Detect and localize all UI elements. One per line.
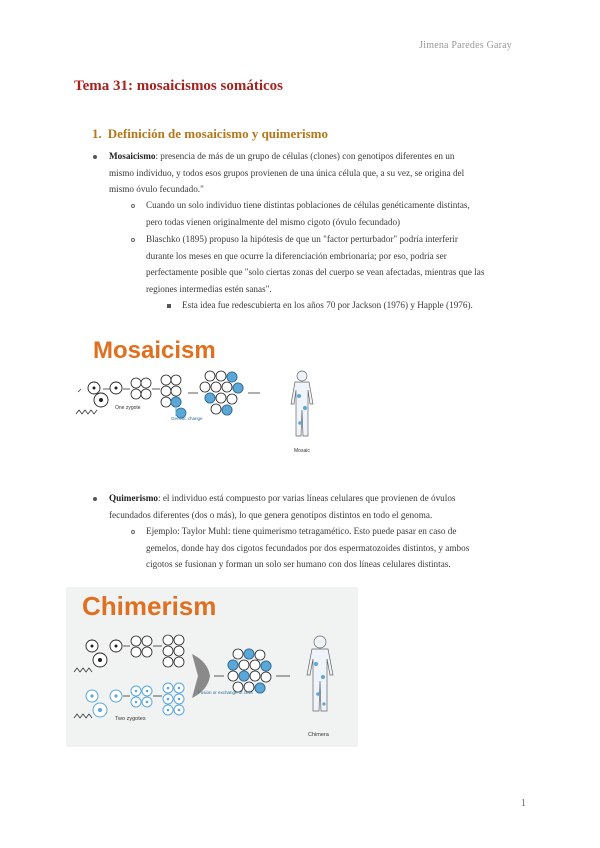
mosaicismo-line1: : presencia de más de un grupo de células (clones) con genotipos diferentes en un — [155, 151, 455, 161]
section-title: Definición de mosaicismo y quimerismo — [107, 126, 329, 141]
mosaicismo-paragraph — [109, 148, 529, 198]
mosaicismo-line3: mismo óvulo fecundado." — [109, 184, 204, 195]
sub-bullet-icon — [131, 238, 135, 242]
human-figure-icon — [291, 371, 313, 436]
quimerismo-sub1 — [146, 523, 546, 573]
section-heading — [92, 126, 334, 142]
figure1-title: Mosaicism — [93, 337, 216, 364]
quimerismo-line1: : el individuo está compuesto por varias líneas celulares que provienen de óvulos — [158, 493, 456, 503]
figure1-zygote-label: One zygote — [115, 405, 141, 411]
mosaicismo-sub2-line4: regiones intermedias estén sanas". — [146, 283, 272, 294]
quimerismo-paragraph — [109, 490, 529, 523]
mosaicismo-sub1-line2: pero todas vienen originalmente del mismo cigoto (óvulo fecundado) — [146, 216, 401, 227]
figure2-fusion-label: Fusion or exchange of cells — [198, 690, 253, 695]
sub-bullet-icon — [131, 530, 135, 534]
figure2-zygotes-label: Two zygotes — [115, 716, 146, 722]
human-figure-icon — [307, 636, 333, 711]
section-number: 1. — [92, 126, 102, 141]
quimerismo-sub1-line2: gemelos, donde hay dos cigotos fecundados por dos espermatozoides distintos, y ambos — [146, 542, 470, 553]
mosaicismo-sub2-line1: Blaschko (1895) propuso la hipótesis de que un "factor perturbador" podría interferir — [146, 234, 458, 244]
page-number: 1 — [521, 798, 526, 809]
bullet-icon — [93, 497, 97, 501]
mosaicismo-sub2-line3: perfectamente posible que "solo ciertas zonas del cuerpo se vean afectadas, mientras que las — [146, 267, 485, 278]
quimerismo-line2: fecundados diferentes (dos o más), lo que genera genotipos distintos en todo el genoma. — [109, 509, 433, 520]
header-author: Jimena Paredes Garay — [419, 40, 512, 51]
sperm-tail-icon — [74, 714, 92, 718]
figure1-result-label: Mosaic — [294, 448, 310, 454]
mosaicismo-sub2 — [146, 231, 546, 297]
square-bullet-icon — [167, 304, 171, 308]
chimerism-diagram — [70, 632, 356, 744]
sperm-tail-icon — [76, 410, 97, 414]
quimerismo-term: Quimerismo — [109, 493, 158, 503]
page-title: Tema 31: mosaicismos somáticos — [74, 78, 284, 94]
quimerismo-sub1-line3: cigotos se fusionan y forman un solo ser humano con dos líneas celulares distintas. — [146, 559, 451, 570]
mosaicismo-sub1-line1: Cuando un solo individuo tiene distintas poblaciones de células genéticamente distintas, — [146, 200, 470, 210]
mosaicismo-line2: mismo individuo, y todos esos grupos provienen de una única célula que, a su vez, se origina del — [109, 167, 465, 178]
mosaicismo-sub1 — [146, 197, 536, 230]
mosaicismo-term: Mosaicismo — [109, 151, 156, 161]
figure1-change-label: Genetic change — [171, 416, 203, 421]
quimerismo-sub1-line1: Ejemplo: Taylor Muhl: tiene quimerismo tetragamético. Esto puede pasar en caso de — [146, 526, 457, 536]
sperm-tail-icon — [74, 668, 92, 672]
mosaicismo-subsub: Esta idea fue redescubierta en los años 70 por Jackson (1976) y Happle (1976). — [182, 300, 473, 310]
figure2-result-label: Chimera — [308, 732, 329, 738]
figure2-title: Chimerism — [82, 591, 217, 621]
mosaicismo-sub2-line2: durante los meses en que ocurre la diferenciación embrionaria; por eso, podría ser — [146, 250, 447, 261]
sub-bullet-icon — [131, 204, 135, 208]
mosaicism-diagram — [70, 368, 330, 458]
bullet-icon — [93, 155, 97, 159]
